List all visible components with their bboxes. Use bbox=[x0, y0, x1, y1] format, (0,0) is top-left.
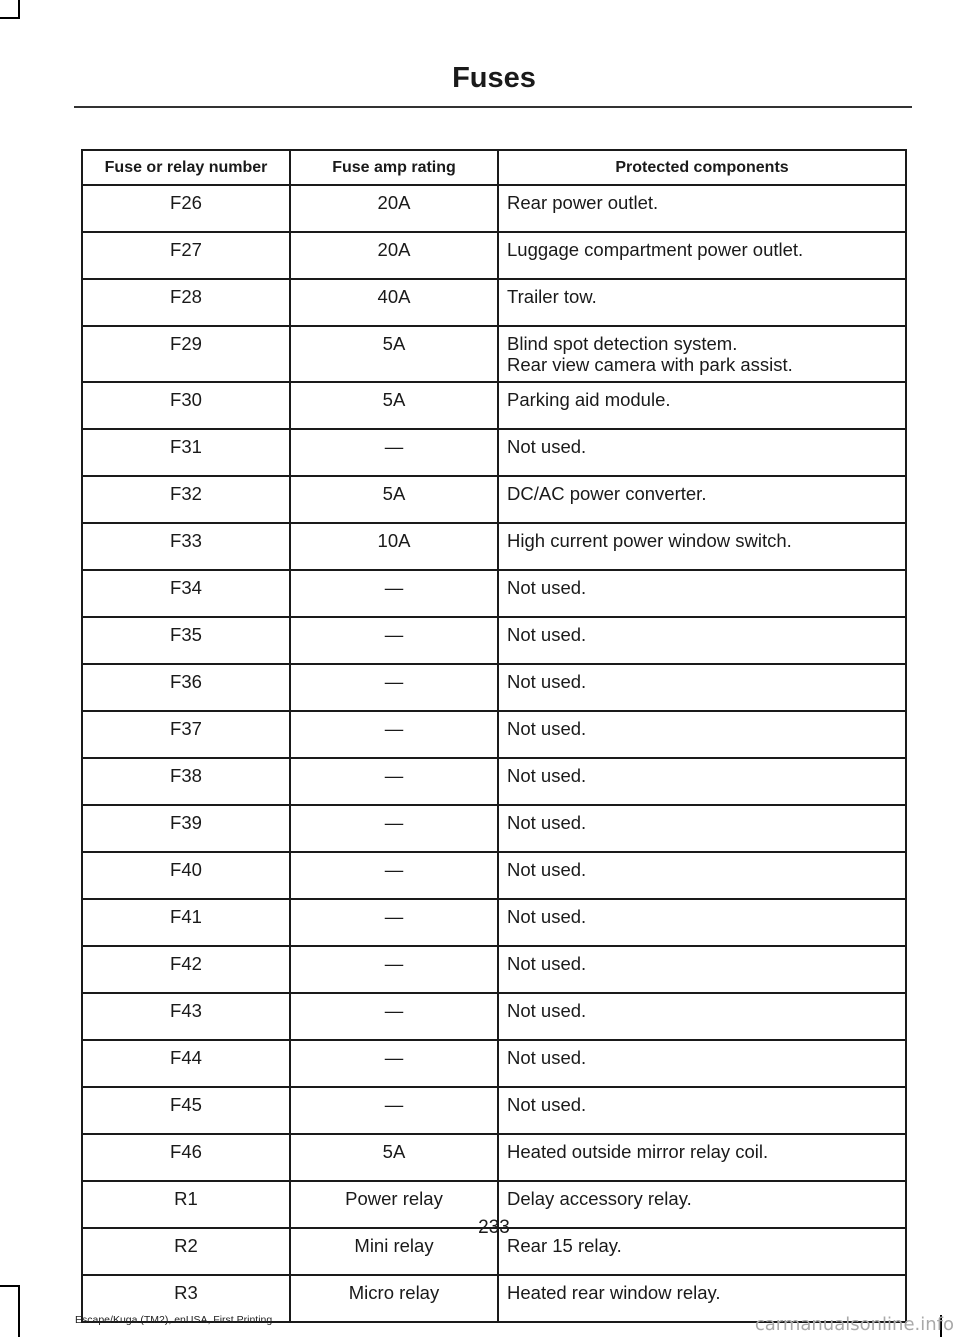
protected-components-cell: Not used. bbox=[498, 664, 906, 711]
table-row bbox=[82, 523, 906, 570]
amp-rating-cell: — bbox=[290, 1087, 498, 1134]
crop-mark-bottom-left bbox=[18, 1285, 20, 1337]
protected-components-cell: Blind spot detection system. Rear view camera with park assist. bbox=[498, 326, 906, 382]
protected-components-cell: Not used. bbox=[498, 758, 906, 805]
column-header-fuse-number: Fuse or relay number bbox=[82, 150, 290, 185]
edition-footer: Escape/Kuga (TM2), enUSA, First Printing bbox=[75, 1314, 273, 1326]
fuse-number-cell: F38 bbox=[82, 758, 290, 805]
protected-components-cell: Not used. bbox=[498, 805, 906, 852]
protected-components-cell: Rear 15 relay. bbox=[498, 1228, 906, 1275]
fuse-number-cell: F34 bbox=[82, 570, 290, 617]
protected-components-cell: Not used. bbox=[498, 946, 906, 993]
table-row bbox=[82, 758, 906, 805]
page-number: 233 bbox=[478, 1217, 510, 1238]
amp-rating-cell: — bbox=[290, 899, 498, 946]
amp-rating-cell: — bbox=[290, 1040, 498, 1087]
table-header-row bbox=[82, 150, 906, 185]
table-row bbox=[82, 476, 906, 523]
table-row bbox=[82, 805, 906, 852]
protected-components-cell: DC/AC power converter. bbox=[498, 476, 906, 523]
table-row bbox=[82, 570, 906, 617]
watermark: carmanualsonline.info bbox=[754, 1314, 954, 1335]
amp-rating-cell: 40A bbox=[290, 279, 498, 326]
table-row bbox=[82, 1087, 906, 1134]
fuse-table-body bbox=[82, 185, 906, 1322]
amp-rating-cell: — bbox=[290, 993, 498, 1040]
protected-components-cell: Luggage compartment power outlet. bbox=[498, 232, 906, 279]
fuse-number-cell: F33 bbox=[82, 523, 290, 570]
crop-mark-bottom-left bbox=[0, 1285, 20, 1287]
table-row bbox=[82, 382, 906, 429]
column-header-amp-rating: Fuse amp rating bbox=[290, 150, 498, 185]
amp-rating-cell: 5A bbox=[290, 1134, 498, 1181]
protected-components-cell: Not used. bbox=[498, 711, 906, 758]
protected-components-cell: High current power window switch. bbox=[498, 523, 906, 570]
protected-components-cell: Not used. bbox=[498, 993, 906, 1040]
amp-rating-cell: 5A bbox=[290, 326, 498, 382]
table-row bbox=[82, 617, 906, 664]
fuse-number-cell: F27 bbox=[82, 232, 290, 279]
table-row bbox=[82, 852, 906, 899]
fuse-number-cell: F31 bbox=[82, 429, 290, 476]
protected-components-cell: Not used. bbox=[498, 617, 906, 664]
fuse-number-cell: F41 bbox=[82, 899, 290, 946]
fuse-number-cell: F35 bbox=[82, 617, 290, 664]
table-row bbox=[82, 185, 906, 232]
table-row bbox=[82, 993, 906, 1040]
fuse-number-cell: F30 bbox=[82, 382, 290, 429]
fuse-number-cell: F29 bbox=[82, 326, 290, 382]
table-row bbox=[82, 1134, 906, 1181]
fuse-number-cell: F40 bbox=[82, 852, 290, 899]
amp-rating-cell: — bbox=[290, 946, 498, 993]
amp-rating-cell: Micro relay bbox=[290, 1275, 498, 1322]
protected-components-cell: Not used. bbox=[498, 1087, 906, 1134]
fuse-table bbox=[81, 149, 907, 1323]
fuse-number-cell: F26 bbox=[82, 185, 290, 232]
fuse-number-cell: F37 bbox=[82, 711, 290, 758]
amp-rating-cell: — bbox=[290, 711, 498, 758]
amp-rating-cell: — bbox=[290, 617, 498, 664]
fuse-number-cell: F28 bbox=[82, 279, 290, 326]
table-row bbox=[82, 899, 906, 946]
table-row bbox=[82, 232, 906, 279]
amp-rating-cell: 10A bbox=[290, 523, 498, 570]
column-header-protected-components: Protected components bbox=[498, 150, 906, 185]
protected-components-cell: Not used. bbox=[498, 429, 906, 476]
amp-rating-cell: — bbox=[290, 664, 498, 711]
amp-rating-cell: 20A bbox=[290, 185, 498, 232]
fuse-number-cell: R3 bbox=[82, 1275, 290, 1322]
protected-components-cell: Parking aid module. bbox=[498, 382, 906, 429]
fuse-number-cell: F42 bbox=[82, 946, 290, 993]
fuse-number-cell: R1 bbox=[82, 1181, 290, 1228]
protected-components-cell: Rear power outlet. bbox=[498, 185, 906, 232]
amp-rating-cell: 5A bbox=[290, 476, 498, 523]
fuse-number-cell: F39 bbox=[82, 805, 290, 852]
protected-components-cell: Delay accessory relay. bbox=[498, 1181, 906, 1228]
table-row bbox=[82, 711, 906, 758]
amp-rating-cell: 20A bbox=[290, 232, 498, 279]
protected-components-cell: Not used. bbox=[498, 852, 906, 899]
fuse-number-cell: F46 bbox=[82, 1134, 290, 1181]
protected-components-cell: Not used. bbox=[498, 570, 906, 617]
protected-components-cell: Heated outside mirror relay coil. bbox=[498, 1134, 906, 1181]
fuse-number-cell: F43 bbox=[82, 993, 290, 1040]
protected-components-cell: Not used. bbox=[498, 1040, 906, 1087]
table-row bbox=[82, 279, 906, 326]
amp-rating-cell: Mini relay bbox=[290, 1228, 498, 1275]
crop-mark-top-left bbox=[0, 17, 20, 19]
protected-components-cell: Trailer tow. bbox=[498, 279, 906, 326]
table-row bbox=[82, 326, 906, 382]
table-row bbox=[82, 429, 906, 476]
amp-rating-cell: — bbox=[290, 758, 498, 805]
fuse-number-cell: F44 bbox=[82, 1040, 290, 1087]
amp-rating-cell: — bbox=[290, 852, 498, 899]
amp-rating-cell: Power relay bbox=[290, 1181, 498, 1228]
protected-components-cell: Not used. bbox=[498, 899, 906, 946]
table-row bbox=[82, 664, 906, 711]
amp-rating-cell: — bbox=[290, 429, 498, 476]
amp-rating-cell: — bbox=[290, 805, 498, 852]
amp-rating-cell: — bbox=[290, 570, 498, 617]
protected-components-cell: Heated rear window relay. bbox=[498, 1275, 906, 1322]
page-title: Fuses bbox=[452, 62, 536, 94]
fuse-number-cell: F32 bbox=[82, 476, 290, 523]
amp-rating-cell: 5A bbox=[290, 382, 498, 429]
fuse-number-cell: F45 bbox=[82, 1087, 290, 1134]
header-divider bbox=[74, 106, 912, 108]
table-row bbox=[82, 1040, 906, 1087]
fuse-number-cell: R2 bbox=[82, 1228, 290, 1275]
table-row bbox=[82, 946, 906, 993]
fuse-number-cell: F36 bbox=[82, 664, 290, 711]
crop-mark-top-left bbox=[18, 0, 20, 19]
